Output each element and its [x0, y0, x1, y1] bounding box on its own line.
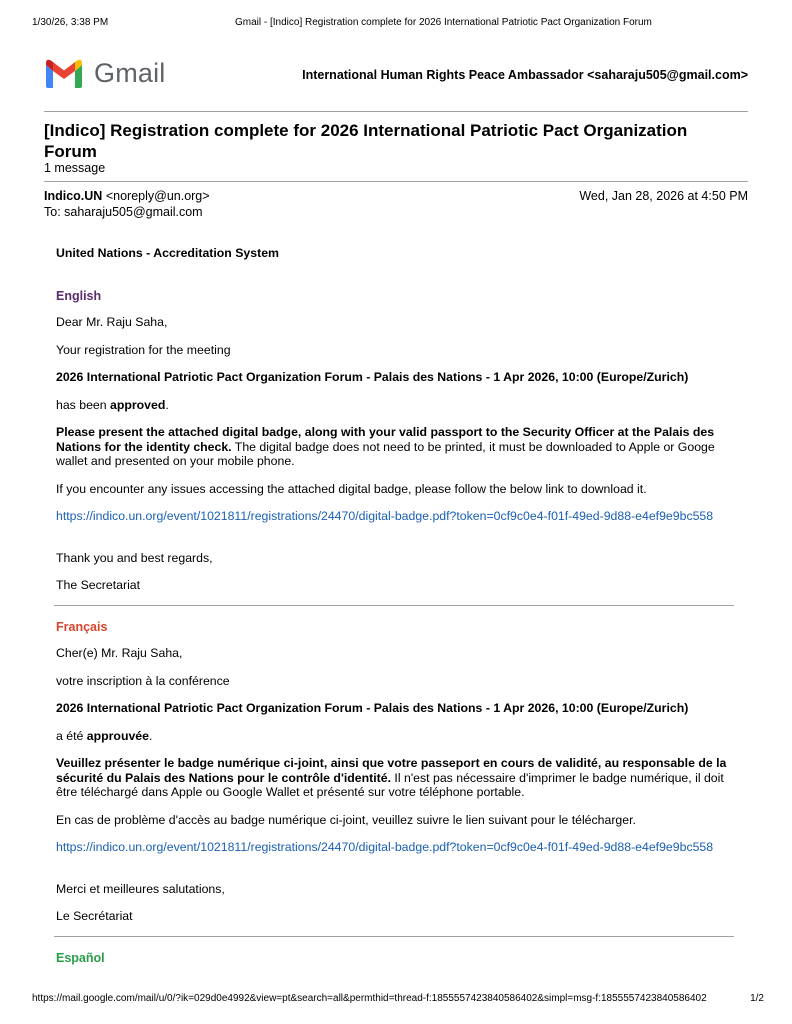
system-title: United Nations - Accreditation System — [56, 246, 279, 260]
french-event: 2026 International Patriotic Pact Organization Forum - Palais des Nations - 1 Apr 2026, 10:00 (Europe/Zurich) — [56, 701, 689, 715]
gmail-m-icon — [44, 59, 84, 89]
french-instructions — [56, 756, 740, 800]
email-subject: [Indico] Registration complete for 2026 International Patriotic Pact Organization Forum — [44, 121, 688, 161]
french-status-prefix: a été — [56, 728, 87, 743]
english-intro: Your registration for the meeting — [56, 342, 231, 357]
print-header — [32, 17, 770, 31]
sent-date: Wed, Jan 28, 2026 at 4:50 PM — [579, 189, 748, 203]
french-intro: votre inscription à la conférence — [56, 673, 230, 688]
french-greeting: Cher(e) Mr. Raju Saha, — [56, 646, 183, 660]
english-status-suffix: . — [165, 397, 169, 412]
sender-line — [44, 189, 748, 203]
english-closing: Thank you and best regards, — [56, 550, 213, 565]
english-status — [56, 398, 740, 413]
section-divider-fr-es — [54, 936, 734, 937]
english-status-word: approved — [110, 397, 166, 412]
page-number: 1/2 — [750, 993, 764, 1004]
french-issue-text: En cas de problème d'accès au badge numérique ci-joint, veuillez suivre le lien suivant pour le télécharger. — [56, 812, 636, 827]
french-signature: Le Secrétariat — [56, 909, 133, 923]
english-event: 2026 International Patriotic Pact Organization Forum - Palais des Nations - 1 Apr 2026, 10:00 (Europe/Zurich) — [56, 370, 689, 384]
french-heading: Français — [56, 619, 108, 634]
french-instructions-bold: Veuillez présenter le badge numérique ci-joint, ainsi que votre passeport en cours de validité, au responsable de la sécurité du Palais des Nations pour le contrôle d'identité. — [56, 756, 727, 785]
english-status-prefix: has been — [56, 397, 111, 412]
sender-email: <noreply@un.org> — [105, 189, 210, 203]
english-signature: The Secretariat — [56, 578, 141, 592]
french-status — [56, 729, 740, 744]
french-instructions-rest: Il n'est pas nécessaire d'imprimer le badge numérique, il doit être téléchargé dans Apple ou Google Wallet et présenté sur votre téléphone portable. — [56, 770, 724, 799]
french-badge-link[interactable]: https://indico.un.org/event/1021811/registrations/24470/digital-badge.pdf?token=0cf9c0e4-f01f-49ed-9d88-e4ef9e9bc558 — [56, 840, 714, 854]
account-name: International Human Rights Peace Ambassador <saharaju505@gmail.com> — [302, 68, 748, 82]
gmail-wordmark: Gmail — [94, 58, 166, 88]
print-url: https://mail.google.com/mail/u/0/?ik=029d0e4992&view=pt&search=all&permthid=thread-f:1855557423840586402&simpl=msg-f:1855557423840586402 — [32, 993, 707, 1004]
print-datetime: 1/30/26, 3:38 PM — [32, 17, 109, 28]
print-page-title: Gmail - [Indico] Registration complete for 2026 International Patriotic Pact Organization Forum — [235, 17, 652, 28]
recipient-line: To: saharaju505@gmail.com — [44, 205, 203, 219]
header-divider — [44, 111, 748, 112]
english-badge-link[interactable]: https://indico.un.org/event/1021811/registrations/24470/digital-badge.pdf?token=0cf9c0e4-f01f-49ed-9d88-e4ef9e9bc558 — [56, 509, 714, 523]
french-status-word: approuvée — [86, 728, 149, 743]
subject-divider — [44, 181, 748, 182]
english-instructions-bold: Please present the attached digital badge, along with your valid passport to the Security Officer at the Palais des Nations for the identity check. — [56, 425, 715, 454]
english-instructions — [56, 425, 740, 469]
message-count: 1 message — [44, 161, 106, 175]
spanish-heading: Español — [56, 950, 105, 965]
sender-name: Indico.UN — [44, 189, 103, 203]
english-greeting: Dear Mr. Raju Saha, — [56, 315, 168, 329]
gmail-logo — [44, 58, 166, 89]
gmail-header — [44, 56, 748, 92]
french-closing: Merci et meilleures salutations, — [56, 881, 225, 896]
english-issue-text: If you encounter any issues accessing the attached digital badge, please follow the below link to download it. — [56, 481, 647, 496]
english-heading: English — [56, 288, 102, 303]
english-instructions-rest: The digital badge does not need to be printed, it must be downloaded to Apple or Googe wallet and presented on your mobile phone. — [56, 439, 715, 468]
email-body — [56, 246, 740, 965]
french-status-suffix: . — [148, 728, 153, 743]
section-divider-en-fr — [54, 605, 734, 606]
